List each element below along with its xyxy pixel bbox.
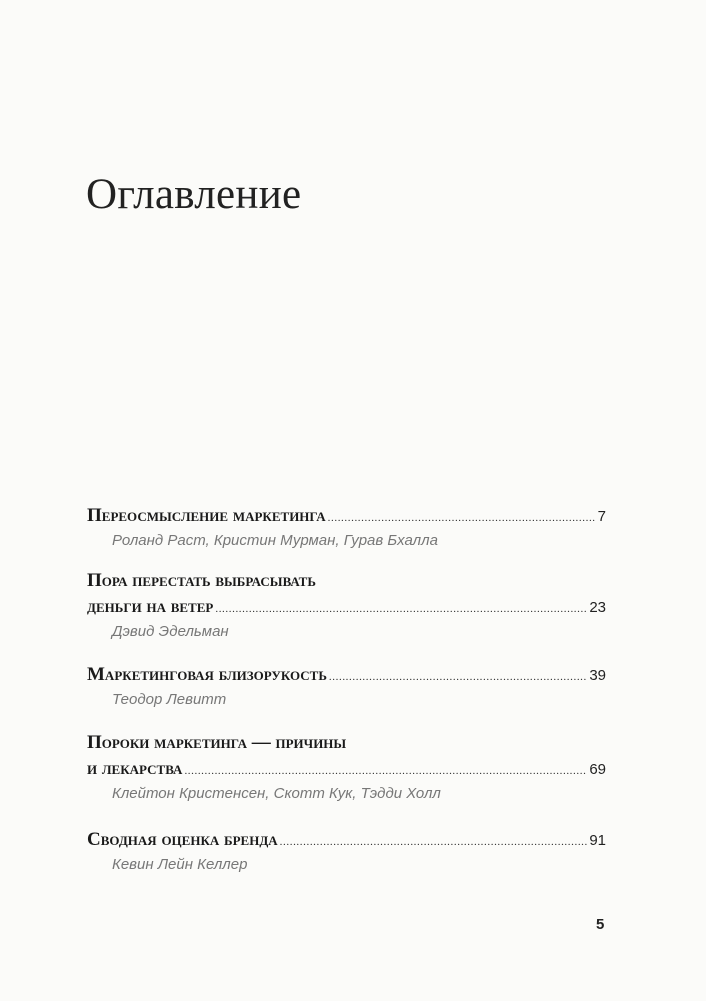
entry-authors: Роланд Раст, Кристин Мурман, Гурав Бхалла	[112, 532, 438, 549]
entry-authors: Кевин Лейн Келлер	[112, 856, 248, 873]
entry-page: 91	[589, 832, 606, 849]
toc-entry[interactable]	[87, 570, 606, 642]
entry-authors: Клейтон Кристенсен, Скотт Кук, Тэдди Холл	[112, 785, 441, 802]
entry-page: 39	[589, 667, 606, 684]
dot-leader	[280, 836, 588, 848]
dot-leader	[328, 512, 596, 524]
entry-title: Маркетинговая близорукость	[87, 664, 327, 685]
toc-entry[interactable]	[87, 505, 606, 551]
entry-title: Пора перестать выбрасывать	[87, 570, 316, 591]
page-number: 5	[596, 916, 605, 933]
entry-page: 7	[597, 508, 606, 525]
dot-leader	[329, 671, 587, 683]
entry-title: Пороки маркетинга — причины	[87, 732, 347, 753]
dot-leader	[215, 603, 587, 615]
entry-title-cont: и лекарства	[87, 758, 183, 779]
entry-title-cont: деньги на ветер	[87, 596, 214, 617]
entry-page: 23	[589, 599, 606, 616]
entry-authors: Теодор Левитт	[112, 691, 227, 708]
toc-entry[interactable]	[87, 829, 606, 875]
page-title: Оглавление	[86, 171, 302, 218]
entry-page: 69	[589, 761, 606, 778]
entry-authors: Дэвид Эдельман	[112, 623, 229, 640]
toc-entry[interactable]	[87, 732, 606, 804]
dot-leader	[184, 765, 587, 777]
entry-title: Переосмысление маркетинга	[87, 505, 326, 526]
toc-entry[interactable]	[87, 664, 606, 710]
entry-title: Сводная оценка бренда	[87, 829, 278, 850]
